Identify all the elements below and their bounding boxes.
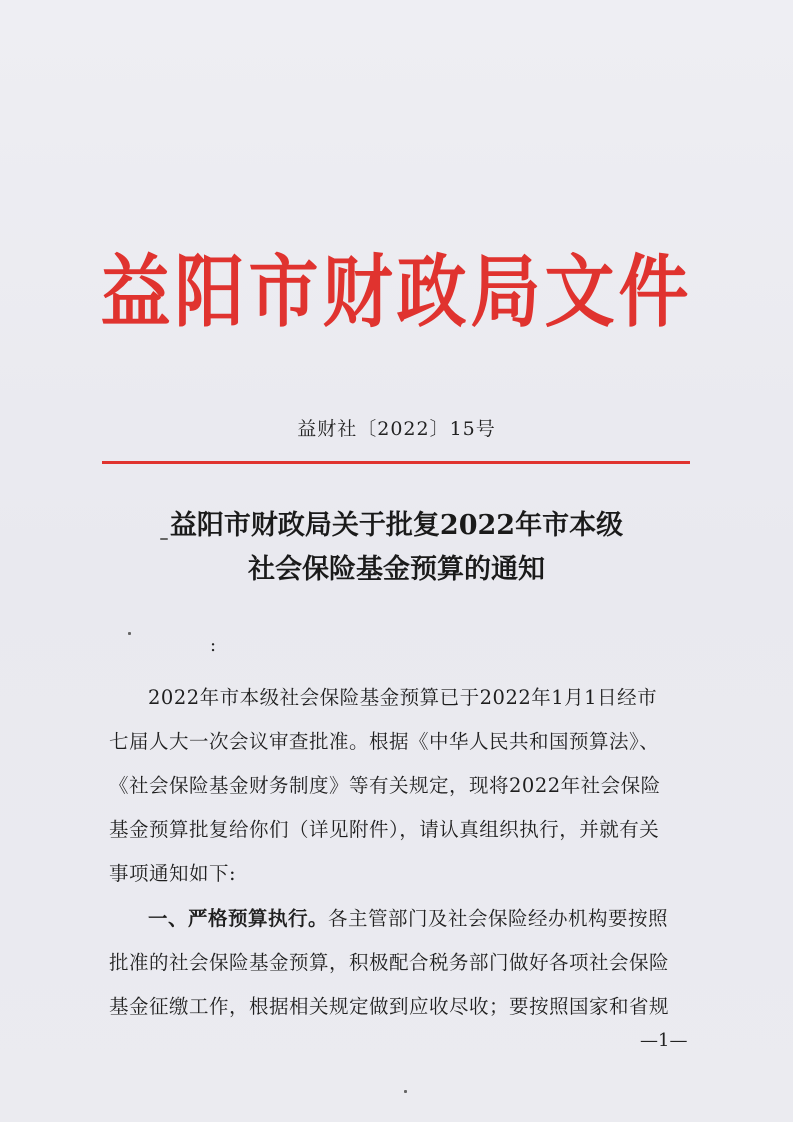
body-line: 《社会保险基金财务制度》等有关规定，现将2022年社会保险	[109, 774, 661, 797]
scan-speck	[404, 1090, 407, 1093]
body-line: 2022年市本级社会保险基金预算已于2022年1月1日经市	[148, 686, 658, 709]
document-header-title: 益阳市财政局文件	[100, 246, 693, 338]
header-divider	[102, 461, 690, 464]
section-1-heading: 一、严格预算执行。	[148, 907, 329, 930]
section-1-line: 基金征缴工作，根据相关规定做到应收尽收；要按照国家和省规	[109, 995, 670, 1018]
document-title-line-1: 益阳市财政局关于批复2022年市本级	[169, 510, 624, 541]
salutation: :	[210, 635, 217, 656]
section-1-line: 批准的社会保险基金预算，积极配合税务部门做好各项社会保险	[109, 951, 670, 974]
section-1-text: 各主管部门及社会保险经办机构要按照	[328, 907, 669, 930]
scan-speck	[160, 538, 168, 540]
body-line: 七届人大一次会议审查批准。根据《中华人民共和国预算法》、	[109, 730, 660, 753]
document-number: 益财社〔2022〕15号	[297, 418, 496, 440]
body-line: 基金预算批复给你们（详见附件），请认真组织执行，并就有关	[109, 818, 660, 841]
page-number: —1—	[640, 1030, 688, 1051]
document-title-line-2: 社会保险基金预算的通知	[248, 554, 545, 585]
section-1-line	[148, 903, 668, 931]
scan-speck	[128, 632, 131, 635]
body-line: 事项通知如下:	[109, 862, 237, 885]
